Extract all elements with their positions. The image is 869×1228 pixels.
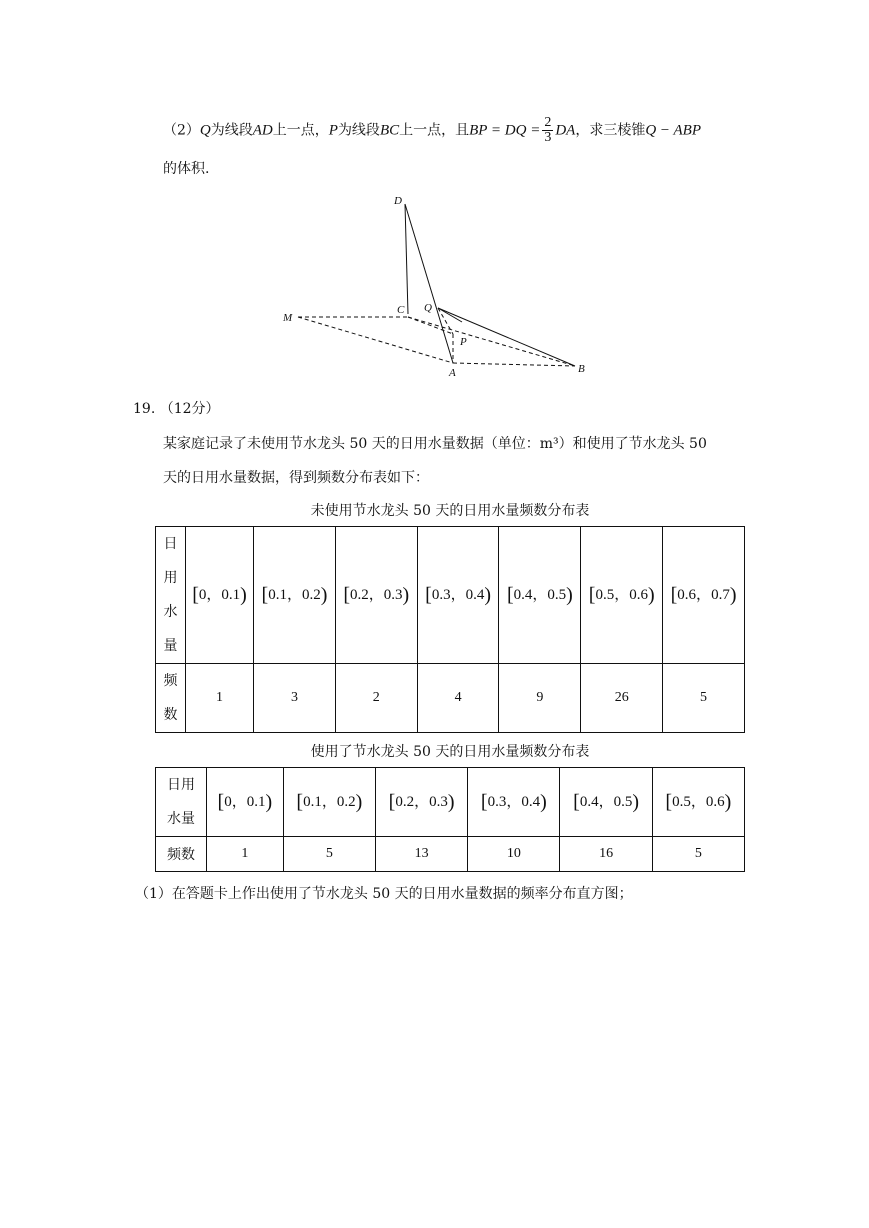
equation-bp-dq: BP = DQ =: [469, 122, 541, 139]
table2-row-header-water: [156, 768, 207, 837]
var-p: P: [328, 122, 338, 139]
right-paren: ): [632, 791, 640, 813]
interval-start: 0.1: [268, 587, 287, 603]
table2-interval-row: [156, 768, 745, 837]
interval-separator: ，: [506, 792, 522, 810]
table2-interval-cell: [560, 768, 652, 837]
interval-start: 0.6: [677, 587, 697, 603]
header-char: 用: [163, 570, 178, 586]
table2-interval-cell: [207, 768, 284, 837]
fraction-numerator: 2: [544, 115, 552, 130]
interval-start: 0.1: [303, 794, 322, 810]
table2-frequency-cell: 5: [283, 837, 375, 872]
interval-separator: ，: [614, 585, 630, 603]
right-paren: ): [320, 584, 328, 606]
interval-separator: ，: [696, 585, 712, 603]
table1-frequency-row: [156, 664, 745, 733]
left-bracket: [: [217, 791, 225, 813]
label-m: M: [283, 312, 293, 324]
table2-frequency-cell: 10: [468, 837, 560, 872]
interval-separator: ，: [321, 792, 337, 810]
right-paren: ): [240, 584, 247, 606]
right-paren: ): [647, 584, 655, 606]
interval-end: 0.3: [429, 794, 448, 810]
table1-frequency-cell: 2: [335, 664, 417, 733]
header-char: 频: [163, 673, 178, 689]
question-19-intro-line1: 某家庭记录了未使用节水龙头 50 天的日用水量数据（单位：m³）和使用了节水龙头 50: [163, 436, 707, 452]
left-bracket: [: [261, 584, 269, 606]
interval-start: 0: [224, 794, 232, 810]
question-19-part1: （1）在答题卡上作出使用了节水龙头 50 天的日用水量数据的频率分布直方图；: [135, 886, 633, 902]
table2-frequency-cell: 13: [375, 837, 467, 872]
interval-start: 0.2: [350, 587, 369, 603]
table2-caption: 使用了节水龙头 50 天的日用水量频数分布表: [310, 744, 590, 760]
left-bracket: [: [506, 584, 514, 606]
interval-end: 0.7: [711, 587, 730, 603]
text-fragment: 为线段: [210, 122, 253, 139]
edge-ab: [453, 363, 575, 366]
fraction-two-thirds: [542, 116, 553, 145]
edge-cp: [408, 317, 453, 334]
table1-interval-cell: [335, 527, 417, 664]
label-b: B: [578, 363, 585, 375]
header-line: 水量: [167, 811, 195, 827]
label-c: C: [397, 304, 405, 316]
table1-row-header-freq: [156, 664, 186, 733]
right-paren: ): [729, 584, 737, 606]
right-paren: ): [566, 584, 573, 606]
left-bracket: [: [343, 584, 350, 606]
var-da: DA: [555, 122, 576, 139]
table2-frequency-row: [156, 837, 745, 872]
table2-interval-cell: [652, 768, 744, 837]
label-d: D: [394, 195, 402, 207]
part-number: （2）: [163, 122, 200, 139]
interval-separator: ，: [450, 585, 466, 603]
interval-end: 0.4: [465, 587, 485, 603]
interval-separator: ，: [414, 792, 430, 810]
interval-separator: ，: [286, 585, 302, 603]
text-fragment: 上一点，: [272, 122, 329, 139]
var-q: Q: [199, 122, 211, 139]
table1-interval-cell: [499, 527, 581, 664]
interval-start: 0.4: [579, 794, 599, 810]
table1-interval-cell: [417, 527, 499, 664]
label-p: P: [460, 336, 467, 348]
table2-interval-cell: [468, 768, 560, 837]
table1-frequency-cell: 3: [254, 664, 336, 733]
frequency-table-with-faucet: [155, 767, 745, 872]
table1-frequency-cell: 9: [499, 664, 581, 733]
right-paren: ): [265, 791, 273, 813]
right-paren: ): [355, 791, 363, 813]
right-paren: ): [540, 791, 547, 813]
edge-dc: [405, 204, 408, 314]
interval-start: 0: [198, 587, 207, 603]
fraction-denominator: 3: [544, 130, 552, 145]
interval-end: 0.2: [301, 587, 321, 603]
var-bc: BC: [379, 122, 400, 139]
frequency-table-without-faucet: [155, 526, 745, 733]
table1-frequency-cell: 1: [186, 664, 254, 733]
interval-separator: ，: [368, 585, 384, 603]
interval-end: 0.6: [629, 587, 648, 603]
header-char: 日: [163, 536, 178, 552]
edge-da: [405, 204, 453, 363]
left-bracket: [: [588, 584, 596, 606]
header-char: 水: [163, 604, 178, 620]
interval-separator: ，: [532, 585, 548, 603]
interval-end: 0.1: [246, 794, 266, 810]
table1-caption: 未使用节水龙头 50 天的日用水量频数分布表: [310, 503, 590, 519]
table1-row-header-water: [156, 527, 186, 664]
problem-statement-line2: 的体积.: [163, 161, 210, 177]
right-paren: ): [484, 584, 491, 606]
table1-frequency-cell: 5: [663, 664, 745, 733]
table2-interval-cell: [375, 768, 467, 837]
question-19-header: 19. （12分）: [133, 401, 220, 417]
interval-end: 0.6: [705, 794, 725, 810]
table1-interval-cell: [663, 527, 745, 664]
table1-interval-cell: [581, 527, 663, 664]
left-bracket: [: [388, 791, 396, 813]
right-paren: ): [724, 791, 732, 813]
table1-interval-row: [156, 527, 745, 664]
header-line: 日用: [167, 777, 195, 793]
tetrahedron-name: Q − ABP: [645, 122, 701, 139]
table1-interval-cell: [254, 527, 336, 664]
text-fragment: ，求三棱锥: [575, 122, 646, 139]
left-bracket: [: [665, 791, 673, 813]
table1-frequency-cell: 26: [581, 664, 663, 733]
label-q: Q: [424, 302, 432, 314]
text-fragment: 上一点，且: [399, 122, 470, 139]
geometry-figure: [270, 188, 600, 378]
interval-start: 0.3: [487, 794, 507, 810]
left-bracket: [: [425, 584, 432, 606]
left-bracket: [: [573, 791, 580, 813]
text-fragment: 为线段: [337, 122, 380, 139]
header-char: 量: [163, 638, 178, 654]
interval-start: 0.2: [395, 794, 415, 810]
var-ad: AD: [252, 122, 273, 139]
table2-interval-cell: [283, 768, 375, 837]
table2-frequency-cell: 16: [560, 837, 652, 872]
interval-separator: ，: [690, 792, 706, 810]
table2-row-header-freq: 频数: [156, 837, 207, 872]
edge-cb: [408, 317, 575, 366]
interval-end: 0.2: [336, 794, 356, 810]
interval-end: 0.5: [613, 794, 633, 810]
table1-interval-cell: [186, 527, 254, 664]
right-paren: ): [447, 791, 455, 813]
interval-start: 0.3: [431, 587, 451, 603]
interval-start: 0.4: [513, 587, 533, 603]
left-bracket: [: [480, 791, 488, 813]
interval-separator: ，: [231, 792, 247, 810]
interval-separator: ，: [598, 792, 614, 810]
interval-separator: ，: [206, 585, 222, 603]
interval-end: 0.1: [221, 587, 241, 603]
table2-frequency-cell: 5: [652, 837, 744, 872]
right-paren: ): [402, 584, 410, 606]
interval-end: 0.4: [521, 794, 541, 810]
table2-frequency-cell: 1: [207, 837, 284, 872]
edge-qb: [438, 308, 575, 366]
left-bracket: [: [296, 791, 304, 813]
question-19-intro-line2: 天的日用水量数据，得到频数分布表如下：: [163, 470, 429, 486]
label-a: A: [449, 367, 456, 378]
interval-end: 0.3: [383, 587, 403, 603]
left-bracket: [: [670, 584, 678, 606]
problem-statement-line1: [163, 116, 701, 145]
interval-end: 0.5: [547, 587, 567, 603]
table1-frequency-cell: 4: [417, 664, 499, 733]
interval-start: 0.5: [672, 794, 691, 810]
header-char: 数: [163, 707, 178, 723]
interval-start: 0.5: [595, 587, 615, 603]
left-bracket: [: [192, 584, 199, 606]
